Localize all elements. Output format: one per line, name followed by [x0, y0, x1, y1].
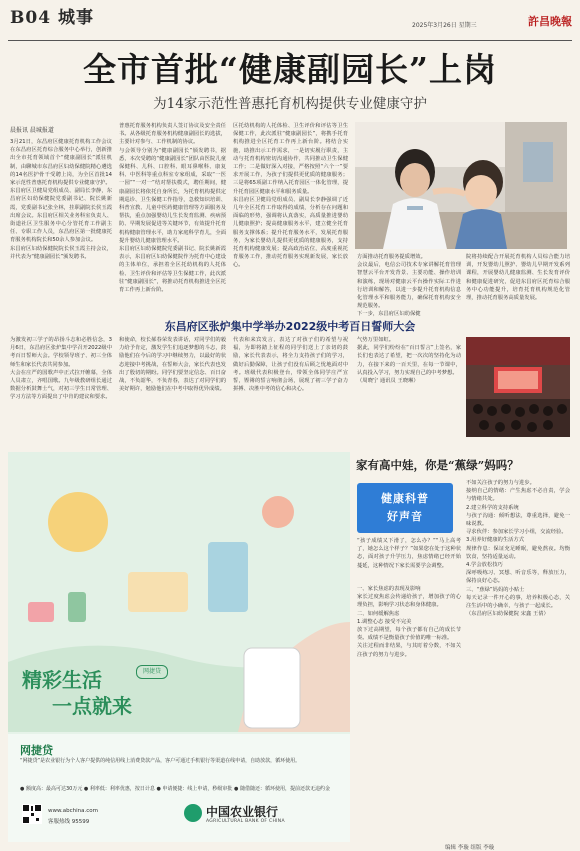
main-headline: 全市首批“健康副园长”上岗 — [83, 50, 497, 89]
ad-bank-en: AGRICULTURAL BANK OF CHINA — [206, 819, 285, 824]
bank-advertisement[interactable] — [8, 452, 350, 842]
ceremony-photo — [466, 337, 570, 437]
qr-code-graphic — [22, 804, 42, 824]
byline: 晨报讯 晨城报道 — [10, 127, 54, 134]
article3-intro: “孩子成绩又下滑了，怎么办？”“马上高考了，她怎么这个样子？”如果您在处于这种状态，面对孩子升学压力，焦虑情绪已经开始蔓延，这种情况下家长需要学会调整。 — [357, 538, 461, 569]
article3-headline: 家有高中娃，你是“蕉绿”妈吗？ — [356, 458, 519, 472]
section-label: B04 城事 — [10, 8, 94, 28]
article2-column-4: 气势万里如虹。 据此，同学们纷纷在“百日誓言”上签名，家长们也表达了希望，把一次次的坚持化为动力，在接下来的一百天里，在每一节课中，认真投入学习，努力实现自己的中考梦想。 （周晓宁 通讯员 王晓琳） — [357, 337, 461, 385]
banner-line-1: 健康科普 — [381, 492, 429, 505]
article2-column-1: 为激发初三学子的昂扬斗志和必胜信念，3月6日，东昌府区张炉集中学召开2022级中考百日誓师大会。学校领导班子、初三全体师生和家长代表共同参加。 大会在庄严的国歌声中正式拉开帷幕，全体人员肃立，齐唱国歌。九年级教研组长通过数据分析鼓舞士气，对初三学生日常管理、学习方法等方面提出了中肯的建议和要求。 — [10, 337, 112, 401]
article3-column-b: 不如关注孩子的努力与进步。 接纳自己的情绪：产生焦虑不必自责，学会与情绪共处。 2.建立科学的支持系统 与孩子沟通：倾听想法，尊重选择，避免一味说教。 寻求伙伴：参加家长学习小组，交流经验。 3.用养好健康的生活方式 规律作息：保证充足睡眠，避免熬夜。均衡饮食，坚持适量运动。 4.学会放松技巧 深呼吸练习、冥想、听音乐等，释放压力，保持良好心态。 三、“蕉绿”妈妈的小贴士 每天记录一件开心的事，培养积极心态，关注生活中的小确幸，与孩子一起成长。 （东昌府区妇幼保健院 宋鑫 王倩） — [466, 480, 570, 618]
article3-column-a: 一、家长焦虑的表现及影响 家长过度焦虑会传递给孩子，增加孩子的心理负担，影响学习状态和身体健康。 二、如何缓解焦虑 1.调整心态 接受不完美 放下过高期望，每个孩子都有自己的成长节奏。成绩不是衡量孩子价值的唯一标准。 关注过程而非结果，与其盯着分数，不如关注孩子的努力与进步。 — [357, 586, 461, 658]
health-check-photo — [355, 122, 567, 249]
photo-illustration — [355, 122, 567, 249]
article2-headline: 东昌府区张炉集中学举办2022级中考百日誓师大会 — [164, 320, 416, 333]
article2-column-3: 代表和来宾发言，表达了对孩子们的希望与祝福，为即将踏上征程的同学们送上了亲切的鼓励，家长代表表示，将全力支持孩子们的学习，做好后勤保障，让孩子们没有后顾之忧地面对中考。班级代表积极登台，带领全体同学庄严宣誓，铿锵的誓言响彻会场，展现了初三学子奋力拼搏、决胜中考的信心和决心。 — [233, 337, 348, 393]
article1-column-5: 院将持续配合开展托育机构人员综合能力培训，开发婴幼儿照护、婴幼儿早期开发系列课程，开展婴幼儿健康监测、生长发育评价和健康促进研究，促进东昌府区托育综合服务中心功能提升，培育托育机构规范化管理，推动托育服务高质量发展。 — [466, 254, 570, 302]
dateline: 2025年3月26日 星期三 — [412, 22, 477, 29]
ad-bullets: ● 额度高：最高可达30万元 ● 利率低：利率优惠，按日计息 ● 申请便捷：线上申请，秒级审批 ● 随借随还：循环使用，提前还款无违约金 — [20, 786, 330, 792]
article2-column-2: 和使命，校长郝春荣发表讲话，对同学们的毅力给予肯定，激发学生们追逐梦想的斗志，鼓励他们在今后的学习中继续努力，以最好的状态迎接中考挑战，在誓师大会，家长代表也发出了殷切的期盼。同学们要坚定信念、百日奋战，不负韶华，不负青春，表达了对同学们的美好期许，勉励他们在中考中取得优异成绩。 — [119, 337, 226, 393]
ad-website[interactable]: www.abchina.com — [48, 808, 98, 814]
newspaper-name: 許昌晚報 — [528, 15, 572, 28]
ceremony-illustration — [466, 337, 570, 437]
page-footer: 编辑 李璇 组版 李璇 — [445, 845, 495, 851]
article1-column-2: 普惠托育服务机构负责人签订协议及安全责任书。从各级托育服务机构健康副园长的选拔，主要针对参与、工作机制的协议。 与会领导分别为“健康副园长”颁发聘书，据悉，本次受聘的“健康副园长”团队由医院儿童保健科、儿科、口腔科、眼耳鼻喉科、康复科、中医科等重点科室专家组成，采取“一医一园”“一对一”结对帮扶模式，聘任期间，健康副园长将依托自身所长，为托育机构提供定期巡诊、卫生保健工作指导，急救知识培训、科普宣教、儿童中医药健康管理等方面服务及帮扶，重点加强婴幼儿生长发育监测、疾病预防、早期发展促进等关键环节，有效提升托育机构健康管理水平，助力家庭科学育儿，全面提升婴幼儿健康管理水平。 东昌府区妇幼保健院党委副书记、院长姚新霞表示，东昌府区妇幼保健院作为托育中心建设的主体单位，承担着全区托幼机构的人托体检、卫生评价和评估等卫生保健工作，此次派驻“健康副园长”，将推动托育机构推进全区托育工作再上新台阶。 — [119, 123, 226, 294]
ad-badge: 网捷贷 — [136, 665, 168, 679]
qr-code-icon[interactable] — [22, 804, 42, 824]
banner-line-2: 好声音 — [387, 510, 423, 523]
header-rule — [8, 40, 572, 41]
ad-slogan-top: 精彩生活 — [22, 668, 102, 692]
ad-slogan-bottom: 一点就来 — [52, 694, 132, 718]
ad-product-name: 网捷贷 — [20, 744, 53, 757]
ad-bank-name: 中国农业银行 — [206, 805, 279, 819]
health-science-banner — [357, 483, 453, 533]
article1-column-1: 3月21日，东昌府区健康托育机构工作会议在东昌府区托育综合服务中心举行，创新推出全市托育领域首个“健康副园长”派驻机制，由聊城市东昌府区妇幼保健院精心遴选的14名医护骨干受聘上岗，为全区首批14家示范性普惠托育机构提供专业健康守护。 东昌府区卫健局党组成员、副局长李静，东昌府区妇幼保健院党委副书记、院长姚新霞，党委副书记张全林，挂职副院长侯玉霞出席会议。东昌府区相关业务科室负责人、街道社区卫生服务中心分管托育工作副主任、专职工作人员，东昌府区第一批健康托育服务机构院长和50余人参加会议。 东昌府区妇幼保健院院长侯玉霞主持会议，并代表为“健康副园长”颁发聘书。 — [10, 139, 112, 260]
abc-logo-icon — [184, 804, 202, 822]
ad-product-desc: “网捷贷”是农业银行为个人客户提供的纯信用线上消费贷款产品，客户可通过手机银行等渠道在线申请，自助放款，循环使用。 — [20, 758, 301, 764]
article1-column-3: 区托幼机构的人托体检、卫生评价和评估等卫生保健工作，此次派驻“健康副园长”，将携手托育机构推进全区托育工作再上新台阶。将结合实施，助推出示工作需求，一是切实履行职责，主动与托育机构密切沟通协作，共同推动卫生保健工作；二是做好深入对接，严格按照“六个一”要求开展工作，为孩子们提供更优质的健康服务；三是将65项副工作纳入托育园区一体化管理，提升托育园区健康水平和服务质量。 东昌府区卫健局党组成员、副局长李静强调了近几年全区托育工作取得的成绩，分析存在问题和面临的形势，强调将认真落实，高质量推进婴幼儿健康照护；提高健康服务水平，建立健全托育服务支撑体系；提升托育服务水平，发展托育服务，为家长婴幼儿提供更优质的健康服务，支持托育机构健康发展；提高政治站位，高度重视托育服务工作，推动托育服务实现新发展，家长放心。 — [233, 123, 348, 269]
main-subheadline: 为14家示范性普惠托育机构提供专业健康守护 — [153, 96, 427, 112]
ad-hotline: 客服热线 95599 — [48, 819, 90, 825]
article1-column-4: 方面推动托育服务提质增效。 会议最后，电信公司技术专家讲解托育管理智慧云平台开发背景、主要功能、操作培训和演练，现场对健康云平台操作实际工作进行培训和解答，以进一步提升托育机构信息化管理水平和服务能力，确保托育机构安全规范服务。 下一步，东昌府区妇幼保健 — [357, 254, 461, 318]
